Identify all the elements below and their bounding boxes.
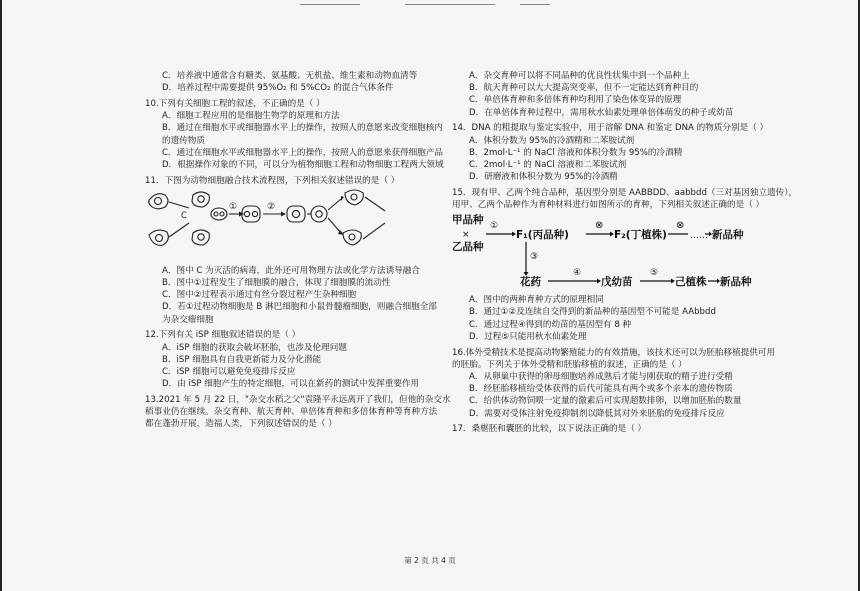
q16-option-c: C．给供体动物饲喂一定量的激素后可实现超数排卵，以增加胚胎的数量	[469, 396, 742, 407]
q16-stem-line2: 的胚胎。下列关于体外受精和胚胎移植的叙述，正确的是（ ）	[452, 359, 687, 370]
q11-option-d-cont: 为杂交瘤细胞	[162, 314, 214, 325]
ellipsis: ……	[690, 231, 708, 242]
step1-label: ①	[490, 221, 499, 232]
right-column	[452, 70, 798, 435]
q13-option-d: D．在单倍体育种过程中，需用秋水仙素处理单倍体萌发的种子或幼苗	[469, 107, 734, 118]
selfing-symbol-2: ⊗	[676, 220, 685, 232]
breeding-figure	[452, 212, 752, 294]
q15-stem-line2: 用甲、乙两个品种作为育种材料进行如图所示的育种，下列相关叙述正确的是（ ）	[452, 200, 765, 211]
q16-option-b: B．经胚胎移植给受体获得的后代可能具有两个或多个亲本的遗传物质	[469, 384, 733, 395]
q16-option-a: A．从卵巢中获得的卵母细胞培养成熟后才能与刚获取的精子进行受精	[469, 371, 733, 382]
step2-label: ②	[267, 201, 276, 212]
q11-option-b: B．图中①过程发生了细胞膜的融合，体现了细胞膜的流动性	[162, 278, 391, 289]
step3-label: ③	[530, 252, 539, 263]
q11-option-a: A．图中 C 为灭活的病毒，此外还可用物理方法或化学方法诱导融合	[162, 265, 420, 276]
cell-fusion-diagram	[145, 187, 435, 265]
q14-stem: 14．DNA 的粗提取与鉴定实验中，用于溶解 DNA 和鉴定 DNA 的物质分别是（ ）	[452, 123, 769, 134]
q16-stem-line1: 16.体外受精技术是提高动物繁殖能力的有效措施，该技术还可以为胚胎移植提供可用	[452, 347, 776, 358]
q15-option-b: B．通过①②及连续自交得到的新品种的基因型不可能是 AAbbdd	[469, 307, 716, 318]
q10-option-b: B．通过在细胞水平或细胞器水平上的操作，按照人的意愿来改变细胞核内	[162, 123, 443, 134]
q15-stem-line1: 15．现有甲、乙两个纯合品种，基因型分别是 AABBDD、aabbdd（三对基因独立遗传），	[452, 187, 798, 198]
q10-option-a: A．细胞工程应用的是细胞生物学的原理和方法	[162, 111, 340, 122]
q13-option-c: C．单倍体育种和多倍体育种均利用了染色体变异的原理	[469, 95, 682, 106]
f2-label: F₂(丁植株)	[614, 229, 667, 242]
q13-option-a: A．杂交育种可以将不同品种的优良性状集中到一个品种上	[469, 71, 690, 81]
top-rule	[300, 4, 360, 5]
plant-ji-label: 己植株	[675, 276, 707, 289]
q12-option-b: B．iSP 细胞具有自我更新能力及分化潜能	[162, 354, 322, 365]
new-variety-label-1: 新品种	[712, 229, 744, 242]
q12-option-d: D．由 iSP 细胞产生的特定细胞，可以在新药的测试中发挥重要作用	[162, 379, 420, 390]
breeding-diagram	[452, 212, 752, 294]
q12-stem: 12.下列有关 iSP 细胞叙述错误的是（ ）	[145, 330, 301, 341]
top-rule	[520, 4, 550, 5]
q9-option-d: D．培养过程中需要提供 95%O₂ 和 5%CO₂ 的混合气体条件	[162, 83, 394, 94]
q10-stem: 10.下列有关细胞工程的叙述，不正确的是（ ）	[145, 98, 325, 109]
q14-option-d: D．研磨液和体积分数为 95%的冷酒精	[469, 172, 618, 183]
cross-symbol: ×	[462, 230, 470, 241]
virus-label-c: C	[181, 210, 187, 221]
q11-option-c: C．图中②过程表示通过有丝分裂过程产生杂种细胞	[162, 290, 357, 301]
yi-label: 乙品种	[452, 241, 484, 254]
q12-option-c: C．iSP 细胞可以避免免疫排斥反应	[162, 366, 296, 377]
step5-label: ⑤	[650, 268, 659, 279]
q17-stem: 17．桑椹胚和囊胚的比较，以下说法正确的是（ ）	[452, 424, 647, 435]
top-rule	[405, 4, 495, 5]
q13-stem-line2: 稻事业仍在继续。杂交育种、航天育种、单倍体育种和多倍体育种等育种方法	[145, 407, 438, 418]
q13-option-b: B．航天育种可以大大提高突变率，但不一定能达到育种目的	[469, 83, 699, 94]
q11-option-d: D．若①过程动物细胞是 B 淋巴细胞和小鼠骨髓瘤细胞，则融合细胞全部	[162, 302, 437, 313]
q10-option-d: D．根据操作对象的不同，可以分为植物细胞工程和动物细胞工程两大领域	[162, 159, 444, 170]
page-number: 第 2 页 共 4 页	[404, 556, 456, 565]
cell-fusion-figure	[145, 187, 435, 265]
q10-option-c: C．通过在细胞水平或细胞器水平上的操作，按照人的意愿来获得细胞产品	[162, 147, 444, 158]
page-edge	[0, 0, 2, 591]
q13-stem-line1: 13.2021 年 5 月 22 日，"杂交水稻之父"袁隆平永远离开了我们，但他的杂交水	[145, 394, 451, 405]
anther-label: 花药	[520, 276, 541, 289]
step1-label: ①	[229, 201, 238, 212]
q11-stem: 11．下图为动物细胞融合技术流程图，下列相关叙述错误的是（ ）	[145, 175, 400, 186]
q16-option-d: D．需要对受体注射免疫抑制剂以降低其对外来胚胎的免疫排斥反应	[469, 408, 725, 419]
q15-option-c: C．通过过程④得到的幼苗的基因型有 8 种	[469, 319, 632, 330]
q9-option-c: C．培养液中通常含有糖类、氨基酸、无机盐、维生素和动物血清等	[162, 71, 418, 81]
q12-option-a: A．iSP 细胞的获取会破坏胚胎，也涉及伦理问题	[162, 342, 347, 353]
q15-option-d: D．过程⑤只能用秋水仙素处理	[469, 331, 587, 342]
f1-label: F₁(丙品种)	[516, 229, 569, 242]
q10-option-b-cont: 的遗传物质	[162, 135, 205, 146]
seedling-label: 戊幼苗	[601, 276, 633, 289]
step4-label: ④	[573, 268, 582, 279]
q14-option-c: C．2mol·L⁻¹ 的 NaCl 溶液和二苯胺试剂	[469, 159, 627, 170]
left-column	[145, 70, 451, 430]
q15-option-a: A．图中的两种育种方式的原理相同	[469, 295, 604, 306]
new-variety-label-2: 新品种	[720, 276, 752, 289]
selfing-symbol-1: ⊗	[595, 220, 604, 232]
q14-option-b: B．2mol·L⁻¹ 的 NaCl 溶液和体积分数为 95%的冷酒精	[469, 147, 683, 158]
q13-stem-line3: 都在蓬勃开展，造福人类，下列叙述错误的是（ ）	[145, 419, 337, 430]
jia-label: 甲品种	[452, 214, 484, 227]
q14-option-a: A．体积分数为 95%的冷酒精和二苯胺试剂	[469, 135, 635, 146]
